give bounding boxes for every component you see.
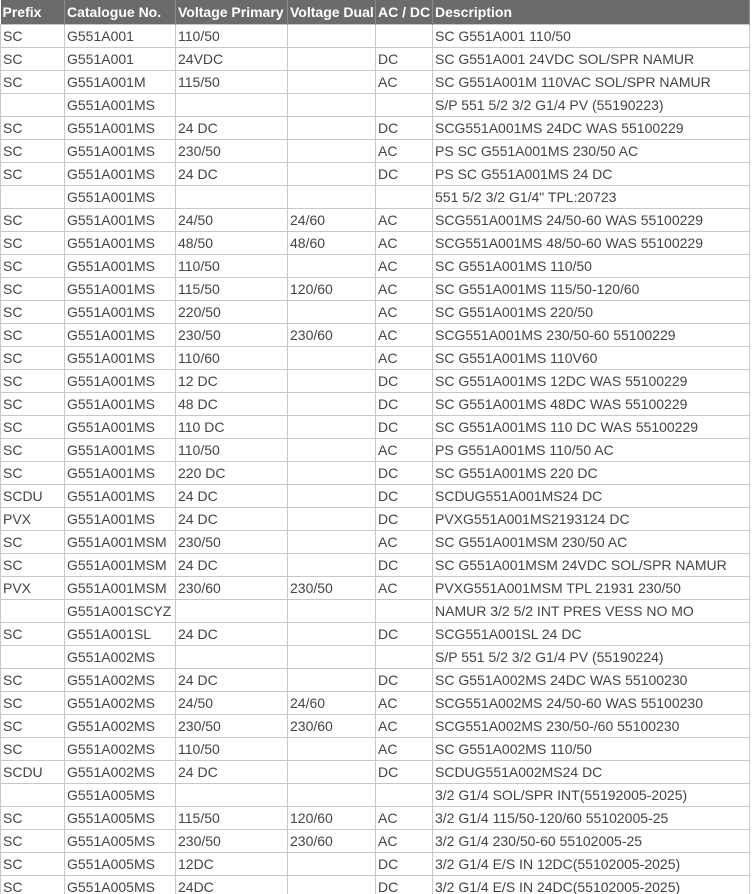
voltage-dual-cell: 24/60 (288, 692, 376, 715)
table-row (1, 462, 750, 485)
ac-dc-cell: DC (376, 853, 433, 876)
table-row (1, 830, 750, 853)
table-row (1, 209, 750, 232)
catalogue-no-cell: G551A001MS (65, 94, 176, 117)
voltage-primary-cell: 12 DC (176, 370, 288, 393)
description-cell: SC G551A002MS 110/50 (433, 738, 750, 761)
voltage-primary-cell: 230/50 (176, 830, 288, 853)
catalogue-no-cell: G551A001MS (65, 462, 176, 485)
prefix-cell: SC (1, 531, 65, 554)
voltage-dual-cell (288, 600, 376, 623)
ac-dc-cell: DC (376, 485, 433, 508)
table-row (1, 301, 750, 324)
table-row (1, 600, 750, 623)
prefix-cell: SC (1, 25, 65, 48)
ac-dc-cell: DC (376, 370, 433, 393)
prefix-cell: SC (1, 255, 65, 278)
description-cell: SC G551A002MS 24DC WAS 55100230 (433, 669, 750, 692)
catalogue-no-cell: G551A002MS (65, 669, 176, 692)
description-cell: SC G551A001 110/50 (433, 25, 750, 48)
description-cell: 3/2 G1/4 115/50-120/60 55102005-25 (433, 807, 750, 830)
catalogue-no-cell: G551A001MS (65, 140, 176, 163)
voltage-primary-cell: 230/50 (176, 140, 288, 163)
description-cell: S/P 551 5/2 3/2 G1/4 PV (55190223) (433, 94, 750, 117)
catalogue-no-cell: G551A001MS (65, 186, 176, 209)
description-cell: PVXG551A001MSM TPL 21931 230/50 (433, 577, 750, 600)
description-cell: SC G551A001MS 110 DC WAS 55100229 (433, 416, 750, 439)
description-cell: SCG551A001MS 48/50-60 WAS 55100229 (433, 232, 750, 255)
table-row (1, 393, 750, 416)
catalogue-no-cell: G551A002MS (65, 761, 176, 784)
table-row (1, 416, 750, 439)
catalogue-no-cell: G551A001MS (65, 439, 176, 462)
voltage-primary-cell: 24DC (176, 876, 288, 894)
column-header-catalogue-no: Catalogue No. (65, 0, 176, 25)
table-row (1, 117, 750, 140)
ac-dc-cell: AC (376, 324, 433, 347)
prefix-cell: SC (1, 439, 65, 462)
catalogue-no-cell: G551A005MS (65, 784, 176, 807)
voltage-primary-cell: 220/50 (176, 301, 288, 324)
voltage-primary-cell: 48/50 (176, 232, 288, 255)
ac-dc-cell: AC (376, 531, 433, 554)
description-cell: SC G551A001MS 220/50 (433, 301, 750, 324)
voltage-dual-cell: 120/60 (288, 278, 376, 301)
voltage-dual-cell (288, 25, 376, 48)
table-row (1, 715, 750, 738)
voltage-dual-cell (288, 393, 376, 416)
voltage-dual-cell (288, 508, 376, 531)
catalogue-no-cell: G551A005MS (65, 853, 176, 876)
prefix-cell: SC (1, 830, 65, 853)
ac-dc-cell: DC (376, 393, 433, 416)
voltage-dual-cell (288, 761, 376, 784)
table-row (1, 646, 750, 669)
description-cell: 551 5/2 3/2 G1/4" TPL:20723 (433, 186, 750, 209)
voltage-primary-cell: 24 DC (176, 485, 288, 508)
voltage-primary-cell: 110 DC (176, 416, 288, 439)
voltage-primary-cell: 110/50 (176, 255, 288, 278)
prefix-cell: SC (1, 209, 65, 232)
voltage-dual-cell: 48/60 (288, 232, 376, 255)
voltage-dual-cell (288, 255, 376, 278)
description-cell: SCG551A001MS 24/50-60 WAS 55100229 (433, 209, 750, 232)
ac-dc-cell: DC (376, 508, 433, 531)
description-cell: SCG551A001MS 230/50-60 55100229 (433, 324, 750, 347)
description-cell: SC G551A001 24VDC SOL/SPR NAMUR (433, 48, 750, 71)
catalogue-no-cell: G551A001MS (65, 393, 176, 416)
ac-dc-cell (376, 94, 433, 117)
prefix-cell: SC (1, 738, 65, 761)
ac-dc-cell: DC (376, 48, 433, 71)
ac-dc-cell (376, 784, 433, 807)
description-cell: PS SC G551A001MS 24 DC (433, 163, 750, 186)
prefix-cell (1, 600, 65, 623)
catalogue-no-cell: G551A001MS (65, 278, 176, 301)
table-row (1, 853, 750, 876)
ac-dc-cell: DC (376, 554, 433, 577)
voltage-primary-cell: 115/50 (176, 71, 288, 94)
catalogue-no-cell: G551A001MS (65, 370, 176, 393)
prefix-cell: SC (1, 48, 65, 71)
voltage-dual-cell (288, 186, 376, 209)
voltage-primary-cell (176, 94, 288, 117)
description-cell: NAMUR 3/2 5/2 INT PRES VESS NO MO (433, 600, 750, 623)
description-cell: SCG551A002MS 24/50-60 WAS 55100230 (433, 692, 750, 715)
voltage-dual-cell: 230/60 (288, 324, 376, 347)
voltage-primary-cell: 48 DC (176, 393, 288, 416)
prefix-cell: SC (1, 324, 65, 347)
prefix-cell: SC (1, 370, 65, 393)
table-row (1, 324, 750, 347)
voltage-primary-cell: 110/60 (176, 347, 288, 370)
catalogue-no-cell: G551A001MS (65, 508, 176, 531)
prefix-cell: SC (1, 71, 65, 94)
voltage-primary-cell: 230/50 (176, 715, 288, 738)
ac-dc-cell: AC (376, 209, 433, 232)
description-cell: SC G551A001M 110VAC SOL/SPR NAMUR (433, 71, 750, 94)
description-cell: SC G551A001MS 110V60 (433, 347, 750, 370)
table-row (1, 508, 750, 531)
prefix-cell: SC (1, 807, 65, 830)
table-row (1, 186, 750, 209)
voltage-primary-cell (176, 646, 288, 669)
description-cell: SCDUG551A002MS24 DC (433, 761, 750, 784)
prefix-cell: SC (1, 232, 65, 255)
voltage-dual-cell (288, 347, 376, 370)
voltage-dual-cell (288, 646, 376, 669)
table-row (1, 807, 750, 830)
description-cell: SC G551A001MS 115/50-120/60 (433, 278, 750, 301)
prefix-cell: SC (1, 163, 65, 186)
voltage-primary-cell: 115/50 (176, 278, 288, 301)
catalogue-no-cell: G551A001SCYZ (65, 600, 176, 623)
column-header-voltage-primary: Voltage Primary (176, 0, 288, 25)
catalogue-no-cell: G551A001MSM (65, 577, 176, 600)
table-row (1, 692, 750, 715)
column-header-description: Description (433, 0, 750, 25)
catalogue-no-cell: G551A001MSM (65, 531, 176, 554)
ac-dc-cell (376, 646, 433, 669)
description-cell: SC G551A001MSM 24VDC SOL/SPR NAMUR (433, 554, 750, 577)
table-row (1, 347, 750, 370)
table-row (1, 876, 750, 894)
description-cell: SC G551A001MS 220 DC (433, 462, 750, 485)
ac-dc-cell: DC (376, 669, 433, 692)
description-cell: 3/2 G1/4 230/50-60 55102005-25 (433, 830, 750, 853)
voltage-dual-cell (288, 784, 376, 807)
ac-dc-cell: AC (376, 255, 433, 278)
catalogue-no-cell: G551A001MS (65, 117, 176, 140)
prefix-cell (1, 646, 65, 669)
ac-dc-cell: AC (376, 278, 433, 301)
ac-dc-cell: DC (376, 876, 433, 894)
table-body (1, 25, 750, 894)
description-cell: 3/2 G1/4 E/S IN 24DC(55102005-2025) (433, 876, 750, 894)
prefix-cell: SC (1, 623, 65, 646)
catalogue-no-cell: G551A005MS (65, 807, 176, 830)
description-cell: SCG551A001SL 24 DC (433, 623, 750, 646)
voltage-dual-cell (288, 462, 376, 485)
voltage-primary-cell: 24 DC (176, 623, 288, 646)
table-row (1, 71, 750, 94)
prefix-cell: SC (1, 347, 65, 370)
voltage-primary-cell: 24 DC (176, 761, 288, 784)
prefix-cell: PVX (1, 577, 65, 600)
table-row (1, 163, 750, 186)
ac-dc-cell: AC (376, 71, 433, 94)
voltage-primary-cell: 24 DC (176, 554, 288, 577)
prefix-cell: SC (1, 853, 65, 876)
column-header-ac-dc: AC / DC (376, 0, 433, 25)
catalogue-no-cell: G551A001MS (65, 416, 176, 439)
ac-dc-cell: AC (376, 301, 433, 324)
description-cell: SCDUG551A001MS24 DC (433, 485, 750, 508)
catalogue-no-cell: G551A002MS (65, 692, 176, 715)
column-header-voltage-dual: Voltage Dual (288, 0, 376, 25)
table-row (1, 94, 750, 117)
ac-dc-cell: DC (376, 761, 433, 784)
prefix-cell: SC (1, 462, 65, 485)
table-row (1, 140, 750, 163)
prefix-cell: SC (1, 692, 65, 715)
prefix-cell: SC (1, 117, 65, 140)
prefix-cell: SC (1, 554, 65, 577)
description-cell: 3/2 G1/4 E/S IN 12DC(55102005-2025) (433, 853, 750, 876)
table-row (1, 784, 750, 807)
voltage-dual-cell (288, 163, 376, 186)
voltage-primary-cell: 24 DC (176, 117, 288, 140)
table-row (1, 439, 750, 462)
catalogue-no-cell: G551A001MS (65, 232, 176, 255)
catalogue-no-cell: G551A001MS (65, 255, 176, 278)
prefix-cell: PVX (1, 508, 65, 531)
voltage-primary-cell: 110/50 (176, 25, 288, 48)
voltage-dual-cell: 120/60 (288, 807, 376, 830)
voltage-primary-cell: 24VDC (176, 48, 288, 71)
prefix-cell: SC (1, 393, 65, 416)
catalogue-no-cell: G551A001MS (65, 347, 176, 370)
ac-dc-cell (376, 600, 433, 623)
voltage-primary-cell: 230/50 (176, 324, 288, 347)
voltage-dual-cell (288, 117, 376, 140)
prefix-cell (1, 186, 65, 209)
voltage-dual-cell (288, 439, 376, 462)
ac-dc-cell: AC (376, 577, 433, 600)
ac-dc-cell (376, 25, 433, 48)
prefix-cell: SC (1, 140, 65, 163)
voltage-dual-cell (288, 94, 376, 117)
description-cell: SCG551A001MS 24DC WAS 55100229 (433, 117, 750, 140)
voltage-dual-cell: 230/50 (288, 577, 376, 600)
table-row (1, 232, 750, 255)
ac-dc-cell: AC (376, 830, 433, 853)
description-cell: PS SC G551A001MS 230/50 AC (433, 140, 750, 163)
voltage-primary-cell (176, 186, 288, 209)
prefix-cell: SCDU (1, 761, 65, 784)
ac-dc-cell: AC (376, 807, 433, 830)
table-row (1, 255, 750, 278)
voltage-primary-cell: 230/50 (176, 531, 288, 554)
catalogue-no-cell: G551A001SL (65, 623, 176, 646)
catalogue-no-cell: G551A001MS (65, 485, 176, 508)
voltage-dual-cell (288, 531, 376, 554)
prefix-cell: SC (1, 416, 65, 439)
voltage-dual-cell (288, 71, 376, 94)
description-cell: 3/2 G1/4 SOL/SPR INT(55192005-2025) (433, 784, 750, 807)
table-row (1, 531, 750, 554)
voltage-primary-cell: 230/60 (176, 577, 288, 600)
voltage-dual-cell: 230/60 (288, 830, 376, 853)
catalogue-no-cell: G551A001M (65, 71, 176, 94)
prefix-cell: SC (1, 301, 65, 324)
voltage-dual-cell (288, 554, 376, 577)
ac-dc-cell: DC (376, 416, 433, 439)
voltage-dual-cell (288, 669, 376, 692)
voltage-dual-cell (288, 738, 376, 761)
voltage-dual-cell (288, 48, 376, 71)
description-cell: SC G551A001MS 12DC WAS 55100229 (433, 370, 750, 393)
voltage-dual-cell: 230/60 (288, 715, 376, 738)
ac-dc-cell: AC (376, 347, 433, 370)
voltage-primary-cell: 220 DC (176, 462, 288, 485)
voltage-primary-cell: 24 DC (176, 508, 288, 531)
prefix-cell: SC (1, 876, 65, 894)
table-row (1, 278, 750, 301)
voltage-primary-cell: 110/50 (176, 738, 288, 761)
ac-dc-cell: DC (376, 623, 433, 646)
catalogue-no-cell: G551A001MSM (65, 554, 176, 577)
voltage-dual-cell: 24/60 (288, 209, 376, 232)
prefix-cell: SC (1, 669, 65, 692)
ac-dc-cell: DC (376, 462, 433, 485)
table-row (1, 577, 750, 600)
catalogue-no-cell: G551A001MS (65, 301, 176, 324)
voltage-primary-cell: 110/50 (176, 439, 288, 462)
voltage-primary-cell: 115/50 (176, 807, 288, 830)
voltage-dual-cell (288, 485, 376, 508)
description-cell: SC G551A001MS 48DC WAS 55100229 (433, 393, 750, 416)
ac-dc-cell (376, 186, 433, 209)
prefix-cell (1, 94, 65, 117)
table-row (1, 761, 750, 784)
table-header-row (1, 0, 750, 25)
description-cell: SCG551A002MS 230/50-/60 55100230 (433, 715, 750, 738)
prefix-cell: SC (1, 278, 65, 301)
description-cell: SC G551A001MSM 230/50 AC (433, 531, 750, 554)
prefix-cell (1, 784, 65, 807)
voltage-dual-cell (288, 876, 376, 894)
voltage-dual-cell (288, 853, 376, 876)
voltage-primary-cell (176, 784, 288, 807)
table-row (1, 48, 750, 71)
table-row (1, 370, 750, 393)
catalogue-no-cell: G551A001MS (65, 163, 176, 186)
catalogue-no-cell: G551A002MS (65, 646, 176, 669)
ac-dc-cell: AC (376, 140, 433, 163)
voltage-primary-cell: 24/50 (176, 209, 288, 232)
catalogue-no-cell: G551A001 (65, 48, 176, 71)
table-row (1, 485, 750, 508)
catalogue-no-cell: G551A005MS (65, 876, 176, 894)
description-cell: PVXG551A001MS2193124 DC (433, 508, 750, 531)
voltage-primary-cell: 24 DC (176, 163, 288, 186)
ac-dc-cell: AC (376, 715, 433, 738)
ac-dc-cell: AC (376, 232, 433, 255)
description-cell: SC G551A001MS 110/50 (433, 255, 750, 278)
description-cell: S/P 551 5/2 3/2 G1/4 PV (55190224) (433, 646, 750, 669)
prefix-cell: SCDU (1, 485, 65, 508)
catalogue-no-cell: G551A002MS (65, 738, 176, 761)
table-row (1, 623, 750, 646)
voltage-dual-cell (288, 140, 376, 163)
table-row (1, 669, 750, 692)
voltage-primary-cell: 24 DC (176, 669, 288, 692)
catalogue-no-cell: G551A001 (65, 25, 176, 48)
table-row (1, 25, 750, 48)
voltage-dual-cell (288, 623, 376, 646)
ac-dc-cell: AC (376, 439, 433, 462)
catalogue-no-cell: G551A005MS (65, 830, 176, 853)
catalogue-no-cell: G551A002MS (65, 715, 176, 738)
catalogue-no-cell: G551A001MS (65, 324, 176, 347)
voltage-dual-cell (288, 416, 376, 439)
voltage-dual-cell (288, 370, 376, 393)
table-row (1, 554, 750, 577)
table-row (1, 738, 750, 761)
ac-dc-cell: DC (376, 117, 433, 140)
voltage-dual-cell (288, 301, 376, 324)
voltage-primary-cell (176, 600, 288, 623)
description-cell: PS G551A001MS 110/50 AC (433, 439, 750, 462)
ac-dc-cell: AC (376, 692, 433, 715)
catalogue-no-cell: G551A001MS (65, 209, 176, 232)
prefix-cell: SC (1, 715, 65, 738)
voltage-primary-cell: 12DC (176, 853, 288, 876)
column-header-prefix: Prefix (1, 0, 65, 25)
ac-dc-cell: AC (376, 738, 433, 761)
voltage-primary-cell: 24/50 (176, 692, 288, 715)
ac-dc-cell: DC (376, 163, 433, 186)
